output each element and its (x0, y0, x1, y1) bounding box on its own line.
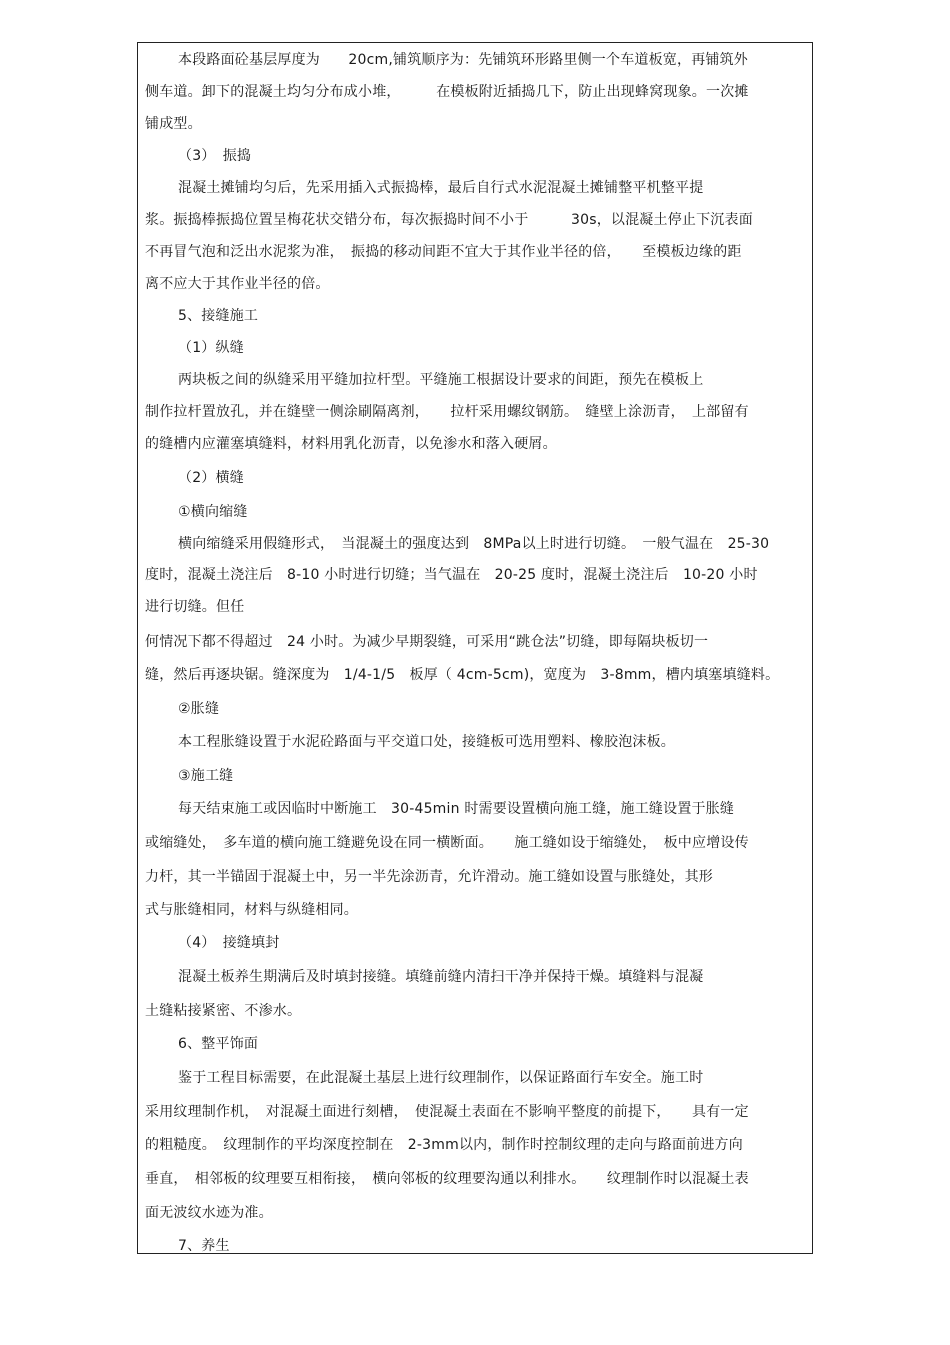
text-line: 的缝槽内应灌塞填缝料，材料用乳化沥青，以免渗水和落入硬屑。 (145, 436, 557, 452)
text-line: 每天结束施工或因临时中断施工 30-45min 时需要设置横向施工缝，施工缝设置于胀缝 (178, 801, 735, 817)
text-line: 横向缩缝采用假缝形式， 当混凝土的强度达到 8MPa以上时进行切缝。 一般气温在 25-30 (178, 536, 770, 552)
text-line: 离不应大于其作业半径的倍。 (145, 276, 330, 292)
section-heading: 5、接缝施工 (178, 308, 259, 324)
section-heading: 6、整平饰面 (178, 1036, 259, 1052)
section-heading: （1）纵缝 (178, 340, 244, 356)
text-line: 垂直， 相邻板的纹理要互相衔接， 横向邻板的纹理要沟通以利排水。 纹理制作时以混凝土表 (145, 1171, 749, 1187)
text-line: 度时，混凝土浇注后 8-10 小时进行切缝；当气温在 20-25 度时，混凝土浇注后 10-20 小时 (145, 567, 758, 583)
text-line: 制作拉杆置放孔，并在缝壁一侧涂刷隔离剂， 拉杆采用螺纹钢筋。 缝壁上涂沥青， 上部留有 (145, 404, 749, 420)
section-heading: 7、养生 (178, 1238, 230, 1254)
text-line: 本段路面砼基层厚度为 20cm,铺筑顺序为：先铺筑环形路里侧一个车道板宽，再铺筑外 (178, 52, 748, 68)
section-heading: （3） 振捣 (178, 148, 252, 164)
text-line: 不再冒气泡和泛出水泥浆为准， 振捣的移动间距不宜大于其作业半径的倍， 至模板边缘的距 (145, 244, 742, 260)
text-line: 两块板之间的纵缝采用平缝加拉杆型。平缝施工根据设计要求的间距，预先在模板上 (178, 372, 704, 388)
text-line: 力杆，其一半锚固于混凝土中，另一半先涂沥青，允许滑动。施工缝如设置与胀缝处，其形 (145, 869, 713, 885)
section-heading: （4） 接缝填封 (178, 935, 280, 951)
text-line: 浆。振捣棒振捣位置呈梅花状交错分布，每次振捣时间不小于 30s，以混凝土停止下沉表面 (145, 212, 753, 228)
text-line: 的粗糙度。 纹理制作的平均深度控制在 2-3mm以内，制作时控制纹理的走向与路面前进方向 (145, 1137, 743, 1153)
text-line: 面无波纹水迹为准。 (145, 1205, 273, 1221)
text-line: 采用纹理制作机， 对混凝土面进行刻槽， 使混凝土表面在不影响平整度的前提下， 具有一定 (145, 1104, 749, 1120)
text-line: 式与胀缝相同，材料与纵缝相同。 (145, 902, 358, 918)
section-heading: ①横向缩缝 (178, 504, 248, 520)
text-line: 缝，然后再逐块锯。缝深度为 1/4-1/5 板厚（ 4cm-5cm)，宽度为 3-8mm，槽内填塞填缝料。 (145, 667, 780, 683)
text-line: 侧车道。卸下的混凝土均匀分布成小堆， 在模板附近插捣几下，防止出现蜂窝现象。一次摊 (145, 84, 749, 100)
text-line: 混凝土板养生期满后及时填封接缝。填缝前缝内清扫干净并保持干燥。填缝料与混凝 (178, 969, 704, 985)
text-line: 混凝土摊铺均匀后，先采用插入式振捣棒，最后自行式水泥混凝土摊铺整平机整平提 (178, 180, 704, 196)
section-heading: ③施工缝 (178, 768, 234, 784)
text-line: 本工程胀缝设置于水泥砼路面与平交道口处，接缝板可选用塑料、橡胶泡沫板。 (178, 734, 675, 750)
text-line: 进行切缝。但任 (145, 599, 245, 615)
text-line: 土缝粘接紧密、不渗水。 (145, 1003, 302, 1019)
text-line: 鉴于工程目标需要，在此混凝土基层上进行纹理制作，以保证路面行车安全。施工时 (178, 1070, 704, 1086)
section-heading: ②胀缝 (178, 701, 220, 717)
text-line: 何情况下都不得超过 24 小时。为减少早期裂缝，可采用“跳仓法”切缝，即每隔块板切一 (145, 634, 709, 650)
section-heading: （2）横缝 (178, 470, 244, 486)
text-line: 铺成型。 (145, 116, 202, 132)
text-line: 或缩缝处， 多车道的横向施工缝避免设在同一横断面。 施工缝如设于缩缝处， 板中应增设传 (145, 835, 749, 851)
